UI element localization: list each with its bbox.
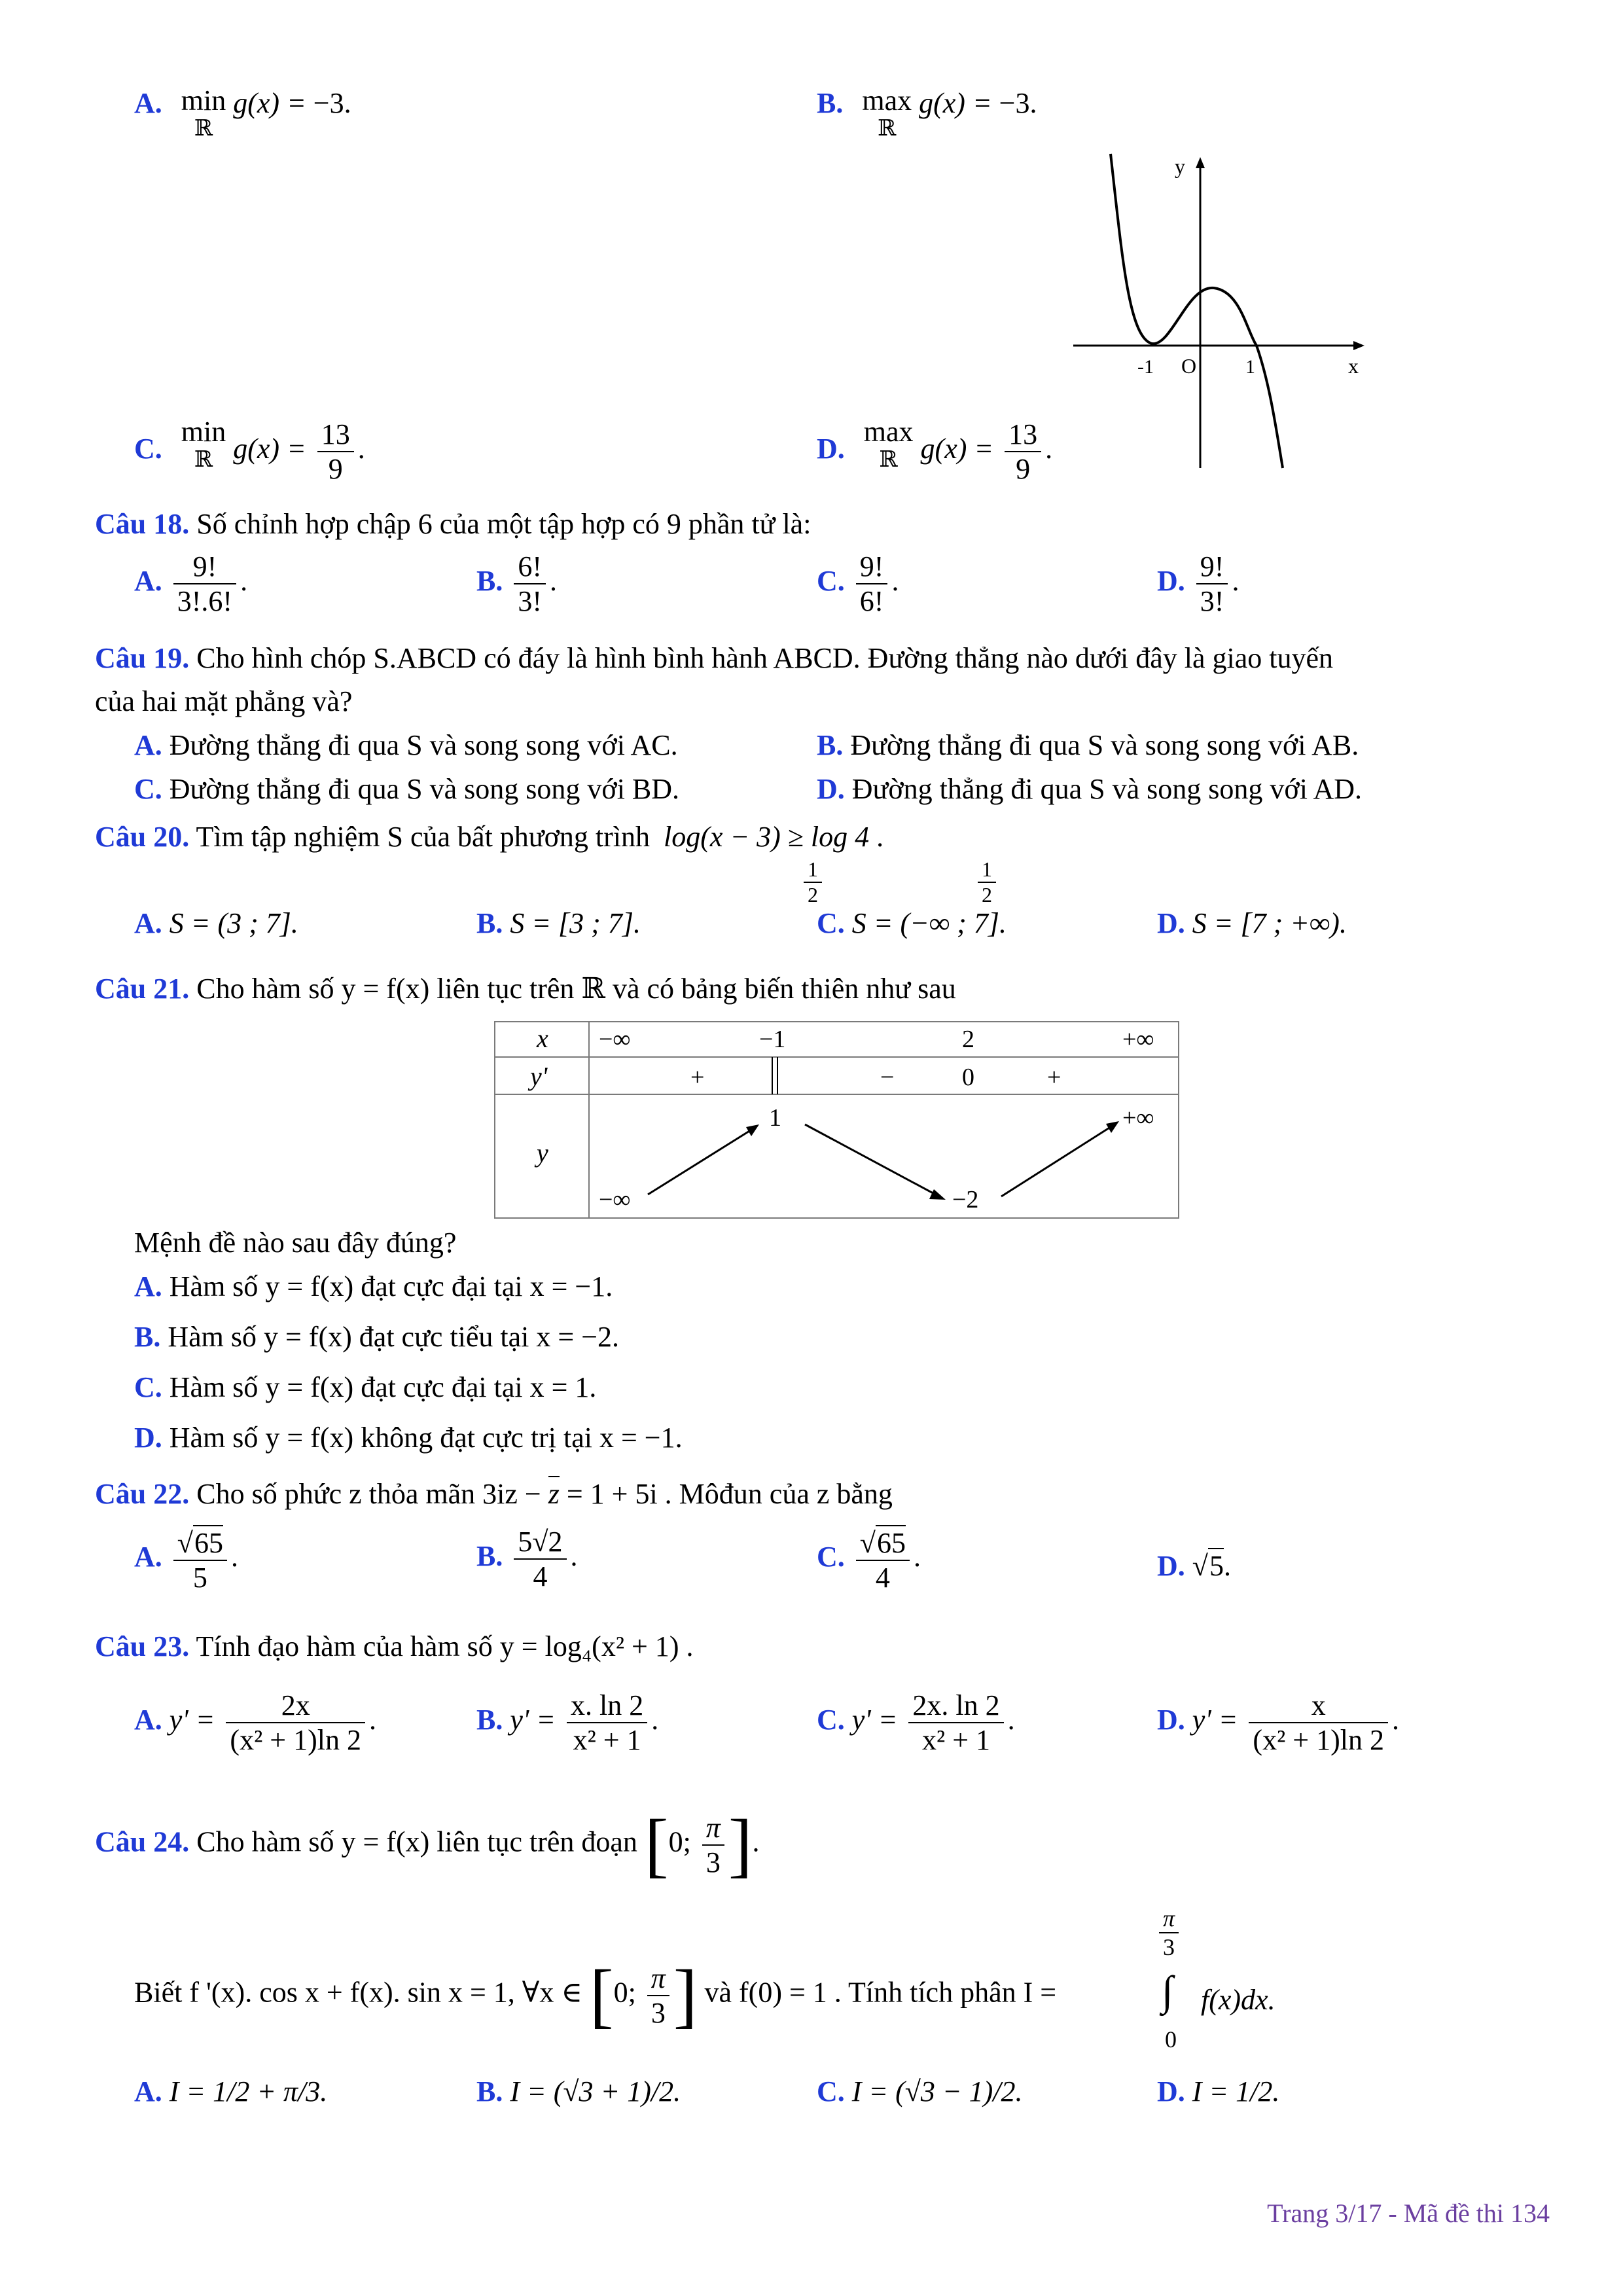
curve — [1111, 154, 1283, 468]
table-y-val: 1 — [769, 1104, 781, 1132]
q24-integral-lower: 0 — [1165, 2026, 1177, 2053]
q18-stem: Câu 18. Số chỉnh hợp chập 6 của một tập hợp có 9 phần tử là: — [95, 508, 812, 540]
q22-option-d: D. √5. — [1157, 1548, 1231, 1583]
table-x-val: +∞ — [1122, 1026, 1154, 1053]
q22-stem: Câu 22. Cho số phức z thỏa mãn 3iz − z = 1 + 5i . Môđun của z bằng — [95, 1476, 893, 1511]
q19-option-a: A. Đường thẳng đi qua S và song song với AC. — [134, 729, 678, 761]
q22-option-c: C. $\frac{√65}{4}$ . — [817, 1525, 921, 1594]
minus-one-label: -1 — [1137, 356, 1154, 378]
q18-option-a: A. $\frac{9!}{3!.6!}$ . — [134, 550, 248, 617]
q20-option-d: D. S = [7 ; +∞). — [1157, 907, 1347, 939]
q20-option-b: B. S = [3 ; 7]. — [476, 907, 641, 939]
q19-stem-line1: Câu 19. Cho hình chóp S.ABCD có đáy là hình bình hành ABCD. Đường thẳng nào dưới đây là giao tuyến — [95, 642, 1333, 674]
q22-option-a: A. $\frac{√65}{5}$ . — [134, 1525, 238, 1594]
q20-log-base-2: $\frac{1}{2}$ — [974, 857, 1000, 907]
table-sign: 0 — [962, 1064, 974, 1091]
table-y-val: −∞ — [599, 1186, 631, 1213]
arrowhead — [929, 1189, 946, 1200]
x-axis-arrow — [1353, 341, 1364, 350]
table-y-val: +∞ — [1122, 1104, 1154, 1132]
table-yprime-label: y' — [530, 1062, 548, 1091]
arrowhead — [1106, 1121, 1119, 1133]
q24-integral-sign: ∫ — [1162, 1967, 1173, 2014]
q18-option-b: B. $\frac{6!}{3!}$ . — [476, 550, 558, 617]
q24-given: Biết f '(x). cos x + f(x). sin x = 1, ∀x ∈ [0; $\frac{\pi}{3}$ ] và f(0) = 1 . Tính tích phân I = — [134, 1955, 1057, 2035]
table-x-val: −1 — [759, 1026, 786, 1053]
q21-option-a: A. Hàm số y = f(x) đạt cực đại tại x = −1. — [134, 1270, 613, 1302]
y-axis-arrow — [1196, 157, 1205, 168]
q21-stem: Câu 21. Cho hàm số y = f(x) liên tục trên ℝ và có bảng biến thiên như sau — [95, 973, 956, 1005]
q21-option-b: B. Hàm số y = f(x) đạt cực tiểu tại x = −2. — [134, 1321, 620, 1353]
q21-option-c: C. Hàm số y = f(x) đạt cực đại tại x = 1. — [134, 1371, 597, 1403]
q18-option-c: C. $\frac{9!}{6!}$ . — [817, 550, 899, 617]
q17-option-b: B. max ℝ g(x) = −3. — [817, 84, 1037, 141]
table-x-val: −∞ — [599, 1026, 631, 1053]
table-y-val: −2 — [952, 1186, 979, 1213]
q20-log-base-1: $\frac{1}{2}$ — [800, 857, 826, 907]
q19-option-b: B. Đường thẳng đi qua S và song song với AB. — [817, 729, 1359, 761]
q19-option-c: C. Đường thẳng đi qua S và song song với BD. — [134, 773, 680, 805]
q21-option-d: D. Hàm số y = f(x) không đạt cực trị tại x = −1. — [134, 1422, 683, 1454]
q24-option-b: B. I = (√3 + 1)/2. — [476, 2075, 681, 2108]
q20-stem: Câu 20. Tìm tập nghiệm S của bất phương trình log(x − 3) ≥ log 4 . — [95, 821, 884, 853]
cubic-graph — [1060, 147, 1374, 475]
q23-option-c: C. y' = $\frac{2x. \ln 2}{\text{x² + 1}}$ . — [817, 1689, 1015, 1756]
q24-stem: Câu 24. Cho hàm số y = f(x) liên tục trên đoạn [0; $\frac{\pi}{3}$ ]. — [95, 1804, 760, 1884]
table-sign: + — [690, 1064, 705, 1091]
q20-option-c: C. S = (−∞ ; 7]. — [817, 907, 1007, 939]
q17-option-d: D. max ℝ g(x) = $\frac{13}{9}$ . — [817, 416, 1053, 485]
origin-label: O — [1181, 354, 1197, 378]
q17-option-a: A. min ℝ g(x) = −3. — [134, 84, 351, 141]
q17-option-c: C. min ℝ g(x) = $\frac{13}{9}$ . — [134, 416, 365, 485]
q23-option-d: D. y' = $\frac{x}{\text{(x² + 1)ln 2}}$ . — [1157, 1689, 1399, 1756]
q21-question: Mệnh đề nào sau đây đúng? — [134, 1227, 457, 1259]
table-x-val: 2 — [962, 1026, 974, 1053]
table-border — [495, 1022, 1179, 1218]
q24-option-d: D. I = 1/2. — [1157, 2075, 1280, 2108]
variation-table — [494, 1021, 1181, 1221]
table-sign: − — [880, 1064, 895, 1091]
q23-stem: Câu 23. Tính đạo hàm của hàm số y = log₄(x² + 1) . — [95, 1630, 694, 1662]
arrow-up — [1001, 1126, 1113, 1196]
q23-option-a: A. y' = $\frac{2x}{\text{(x² + 1)ln 2}}$ . — [134, 1689, 376, 1756]
q19-option-d: D. Đường thẳng đi qua S và song song với AD. — [817, 773, 1363, 805]
y-label: y — [1175, 154, 1185, 178]
q24-integrand: f(x)dx. — [1201, 1984, 1275, 2016]
table-sign: + — [1047, 1064, 1061, 1091]
q23-option-b: B. y' = $\frac{x. \ln 2}{\text{x² + 1}}$ . — [476, 1689, 659, 1756]
arrowhead — [746, 1124, 759, 1136]
x-label: x — [1348, 354, 1359, 378]
q24-option-c: C. I = (√3 − 1)/2. — [817, 2075, 1023, 2108]
table-x-label: x — [537, 1024, 548, 1053]
table-y-label: y — [537, 1138, 548, 1168]
q22-option-b: B. $\frac{5√2}{4}$ . — [476, 1526, 578, 1592]
q24-option-a: A. I = 1/2 + π/3. — [134, 2075, 328, 2108]
one-label: 1 — [1245, 356, 1255, 378]
q20-option-a: A. S = (3 ; 7]. — [134, 907, 298, 939]
q24-integral-upper: $\frac{\pi}{3}$ — [1155, 1905, 1183, 1961]
arrow-up — [648, 1129, 753, 1194]
arrow-down — [805, 1124, 939, 1196]
q19-stem-line2: của hai mặt phẳng và? — [95, 685, 353, 717]
q18-option-d: D. $\frac{9!}{3!}$ . — [1157, 550, 1240, 617]
page-footer: Trang 3/17 - Mã đề thi 134 — [1267, 2198, 1550, 2228]
